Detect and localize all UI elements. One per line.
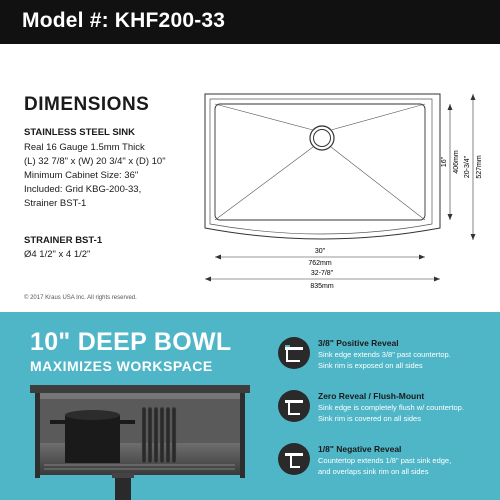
drain-inner-ring bbox=[314, 130, 331, 147]
negative-reveal-icon bbox=[278, 443, 310, 475]
sink-spec-line: Minimum Cabinet Size: 36" bbox=[24, 170, 139, 181]
reveal-desc: Sink edge extends 3/8" past countertop. bbox=[318, 350, 451, 359]
pot bbox=[65, 415, 120, 463]
sink-cutaway-illustration bbox=[30, 385, 250, 500]
reveal-desc: and overlaps sink rim on all sides bbox=[318, 467, 429, 476]
bowl-width-in-label: 30" bbox=[314, 248, 326, 255]
countertop bbox=[30, 385, 250, 393]
sink-spec-line: Strainer BST-1 bbox=[24, 198, 87, 209]
sink-spec-heading: STAINLESS STEEL SINK bbox=[24, 127, 136, 138]
sink-spec-line: (L) 32 7/8" x (W) 20 3/4" x (D) 10" bbox=[24, 156, 166, 167]
total-depth-mm-label: 527mm bbox=[476, 155, 483, 179]
sink-bowl-outline bbox=[215, 104, 425, 220]
sink-spec-line: Included: Grid KBG-200-33, bbox=[24, 184, 142, 195]
reveal-title: 3/8" Positive Reveal bbox=[318, 338, 399, 348]
bowl-depth-mm-label: 406mm bbox=[453, 150, 460, 174]
sink-rim-outline bbox=[210, 99, 432, 234]
positive-reveal-icon bbox=[278, 337, 310, 369]
reveal-title: 1/8" Negative Reveal bbox=[318, 444, 402, 454]
sink-spec-line: Real 16 Gauge 1.5mm Thick bbox=[24, 142, 145, 153]
reveal-desc: Countertop extends 1/8" past sink edge, bbox=[318, 456, 452, 465]
deep-bowl-title: 10" DEEP BOWL bbox=[30, 328, 232, 356]
workspace-subtitle: MAXIMIZES WORKSPACE bbox=[30, 358, 213, 374]
dimensions-title: DIMENSIONS bbox=[24, 94, 150, 115]
reveal-desc: Sink rim is exposed on all sides bbox=[318, 361, 423, 370]
drain-pipe bbox=[115, 475, 131, 500]
total-depth-in-label: 20-3/4" bbox=[464, 155, 471, 179]
sink-outer-outline bbox=[205, 94, 440, 239]
total-width-in-label: 32-7/8" bbox=[310, 270, 334, 277]
reveal-desc: Sink rim is covered on all sides bbox=[318, 414, 421, 423]
total-width-mm-label: 835mm bbox=[310, 283, 334, 290]
flush-mount-icon bbox=[278, 390, 310, 422]
bowl-depth-in-label: 16" bbox=[441, 156, 448, 168]
copyright-text: © 2017 Kraus USA Inc. All rights reserved. bbox=[24, 295, 137, 301]
strainer-spec-line: Ø4 1/2" x 4 1/2" bbox=[24, 249, 91, 260]
model-number-title: Model #: KHF200-33 bbox=[22, 9, 226, 32]
reveal-desc: Sink edge is completely flush w/ countertop. bbox=[318, 403, 464, 412]
strainer-spec-heading: STRAINER BST-1 bbox=[24, 235, 103, 246]
reveal-title: Zero Reveal / Flush-Mount bbox=[318, 391, 425, 401]
bowl-width-mm-label: 762mm bbox=[308, 260, 332, 267]
